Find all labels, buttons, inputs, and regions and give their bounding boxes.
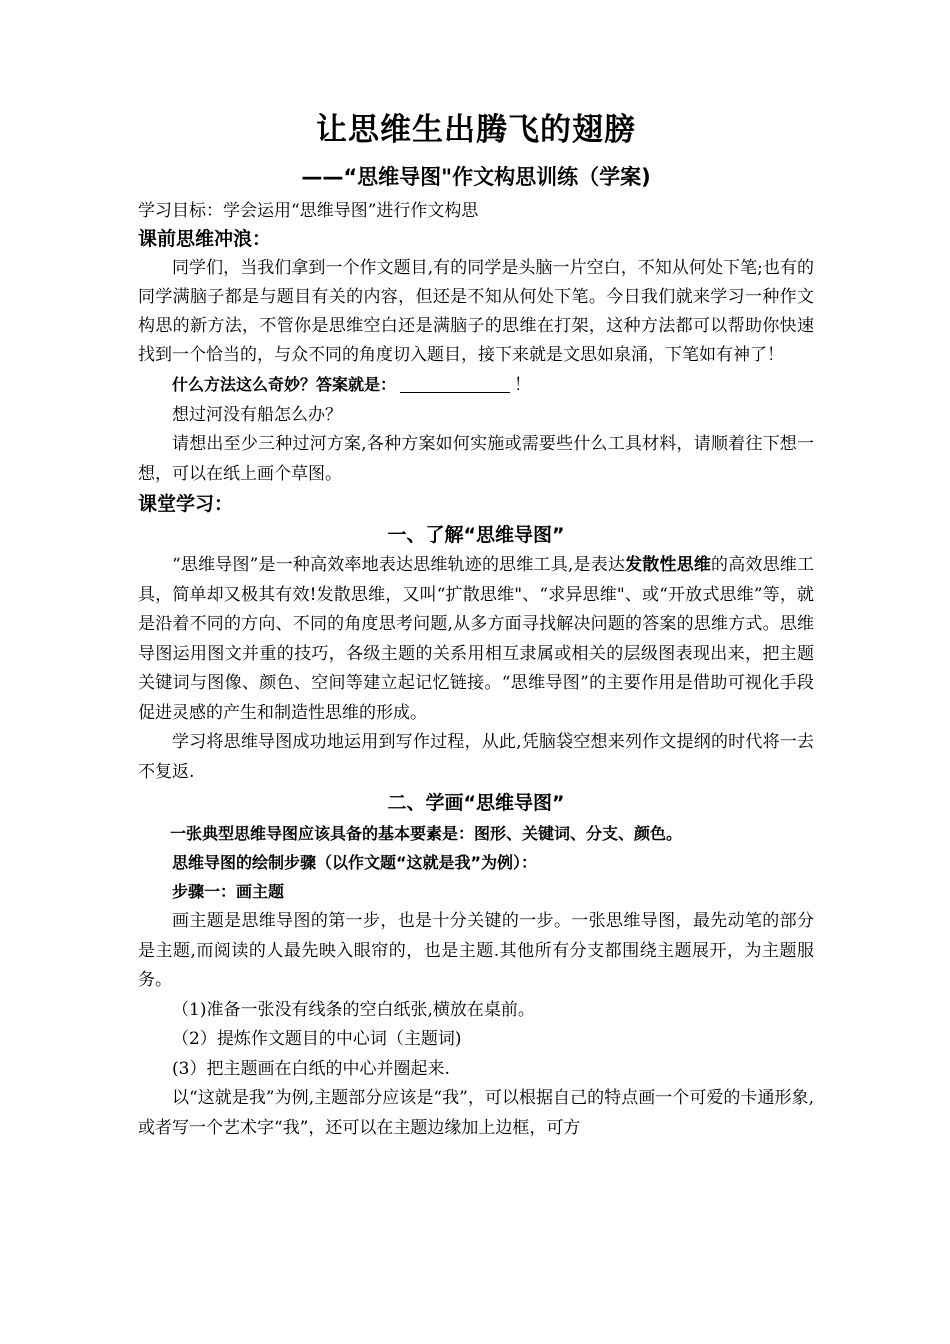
document-subtitle: ——“思维导图"作文构思训练（学案): [301, 165, 651, 189]
step1-heading: 步骤一：画主题: [172, 882, 285, 901]
section-heading-classroom: 课堂学习：: [138, 493, 234, 515]
divergent-thinking-term: 发散性思维: [625, 555, 712, 575]
question-text: 什么方法这么奇妙？答案就是：: [172, 375, 397, 394]
learning-goal: 学习目标：学会运用“思维导图”进行作文构思: [138, 201, 479, 221]
step1-paragraph: 画主题是思维导图的第一步，也是十分关键的一步。一张思维导图，最先动笔的部分是主题,而阅读的人最先映入眼帘的，也是主题.其他所有分支都围绕主题展开，为主题服务。: [138, 911, 814, 990]
intro-paragraph: 同学们，当我们拿到一个作文题目,有的同学是头脑一片空白，不知从何处下笔;也有的同学满脑子都是与题目有关的内容，但还是不知从何处下笔。今日我们就来学习一种作文构思的新方法，不管你是思维空白还是满脑子的思维在打架，这种方法都可以帮助你快速找到一个恰当的，与众不同的角度切入题目，接下来就是文思如泉涌，下笔如有神了！: [138, 258, 814, 365]
question-line: [138, 370, 814, 401]
part1-para1-start: “思维导图”是一种高效率地表达思维轨迹的思维工具,是表达: [172, 555, 626, 575]
answer-blank[interactable]: [400, 374, 510, 393]
example-paragraph: 以“这就是我”为例,主题部分应该是“我”，可以根据自己的特点画一个可爱的卡通形象,或者写一个艺术字“我”，还可以在主题边缘加上边框，可方: [138, 1088, 814, 1138]
river-question: 想过河没有船怎么办？: [172, 404, 342, 425]
part2-title: 二、学画“思维导图”: [387, 792, 565, 814]
steps-intro: 思维导图的绘制步骤（以作文题“这就是我”为例）：: [172, 853, 538, 872]
step-item-2: （2）提炼作文题目的中心词（主题词): [172, 1029, 462, 1049]
step-item-1: （1)准备一张没有线条的空白纸张,横放在桌前。: [172, 999, 535, 1020]
step-item-3: (3）把主题画在白纸的中心并圈起来.: [172, 1058, 450, 1079]
part1-title: 一、了解“思维导图”: [387, 524, 565, 546]
document-title: 让思维生出腾飞的翅膀: [316, 112, 636, 148]
part1-para1-rest: 的高效思维工具，简单却又极其有效!发散思维，又叫“扩散思维"、“求异思维"、或“开放式思维”等，就是沿着不同的方向、不同的角度思考问题,从多方面寻找解决问题的答案的思维方式。思维导图运用图文并重的技巧，各级主题的关系用相互隶属或相关的层级图表现出来，把主题关键词与图像、颜色、空间等建立起记忆链接。“思维导图”的主要作用是借助可视化手段促进灵感的产生和制造性思维的形成。: [138, 555, 814, 723]
question-end: ！: [514, 375, 532, 395]
river-task: 请想出至少三种过河方案,各种方案如何实施或需要些什么工具材料，请顺着往下想一想，可以在纸上画个草图。: [138, 434, 814, 484]
document-page: [138, 110, 814, 1143]
part1-paragraph-2: 学习将思维导图成功地运用到写作过程，从此,凭脑袋空想来列作文提纲的时代将一去不复返.: [138, 732, 814, 782]
section-heading-prelesson: 课前思维冲浪：: [138, 228, 272, 250]
part1-paragraph-1: [138, 551, 814, 728]
basic-elements: 一张典型思维导图应该具备的基本要素是：图形、关键词、分支、颜色。: [170, 824, 683, 843]
